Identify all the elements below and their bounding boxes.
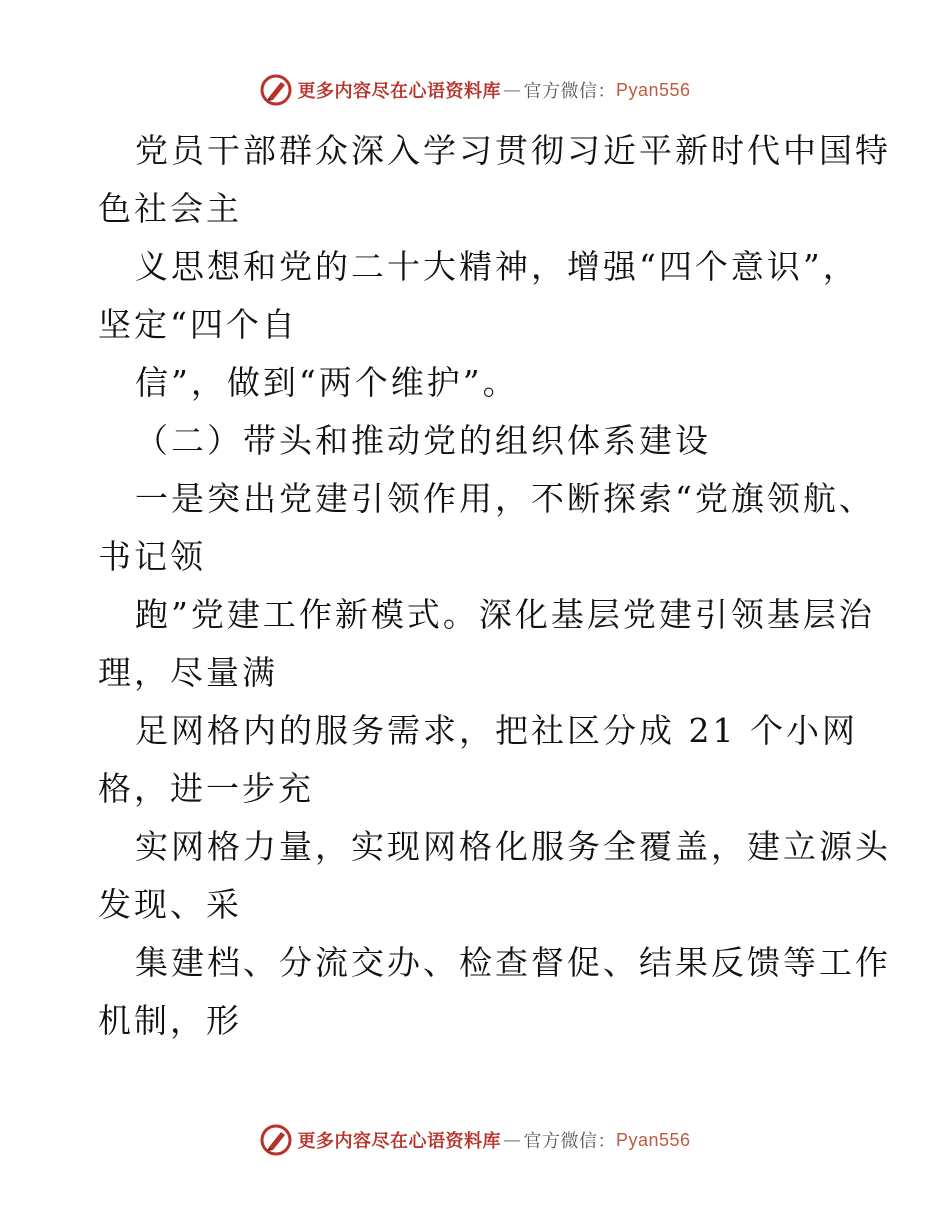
watermark-dash: — <box>502 1129 522 1151</box>
text-line: 信”，做到“两个维护”。 <box>135 363 519 402</box>
text-line: 义思想和党的二十大精神，增强“四个意识”， <box>135 247 859 286</box>
text-line: 书记领 <box>98 537 206 576</box>
pen-logo-icon <box>259 73 293 107</box>
text-line: 格，进一步充 <box>98 769 314 808</box>
watermark-label: 官方微信： <box>523 1131 616 1152</box>
watermark-brand: 更多内容尽在心语资料库 <box>297 81 501 102</box>
text-line: 一是突出党建引领作用，不断探索“党旗领航、 <box>135 479 875 518</box>
text-line: 发现、采 <box>98 885 242 924</box>
text-line: 理，尽量满 <box>98 653 278 692</box>
footer-watermark <box>0 1120 950 1160</box>
document-body <box>98 122 891 1050</box>
text-line: 跑”党建工作新模式。深化基层党建引领基层治 <box>135 595 875 634</box>
text-line: 足网格内的服务需求，把社区分成 21 个小网 <box>135 711 858 750</box>
text-line: 机制，形 <box>98 1001 242 1040</box>
pen-logo-icon <box>259 1123 293 1157</box>
watermark-id: Pyan556 <box>615 79 691 100</box>
text-line: 党员干部群众深入学习贯彻习近平新时代中国特 <box>135 131 891 170</box>
header-watermark <box>0 70 950 110</box>
watermark-id: Pyan556 <box>615 1129 691 1150</box>
text-line: 集建档、分流交办、检查督促、结果反馈等工作 <box>135 943 891 982</box>
text-line: 色社会主 <box>98 189 242 228</box>
watermark-label: 官方微信： <box>523 81 616 102</box>
section-heading: （二）带头和推动党的组织体系建设 <box>135 421 711 460</box>
text-line: 实网格力量，实现网格化服务全覆盖，建立源头 <box>135 827 891 866</box>
watermark-brand: 更多内容尽在心语资料库 <box>297 1131 501 1152</box>
watermark-dash: — <box>502 79 522 101</box>
text-line: 坚定“四个自 <box>98 305 298 344</box>
